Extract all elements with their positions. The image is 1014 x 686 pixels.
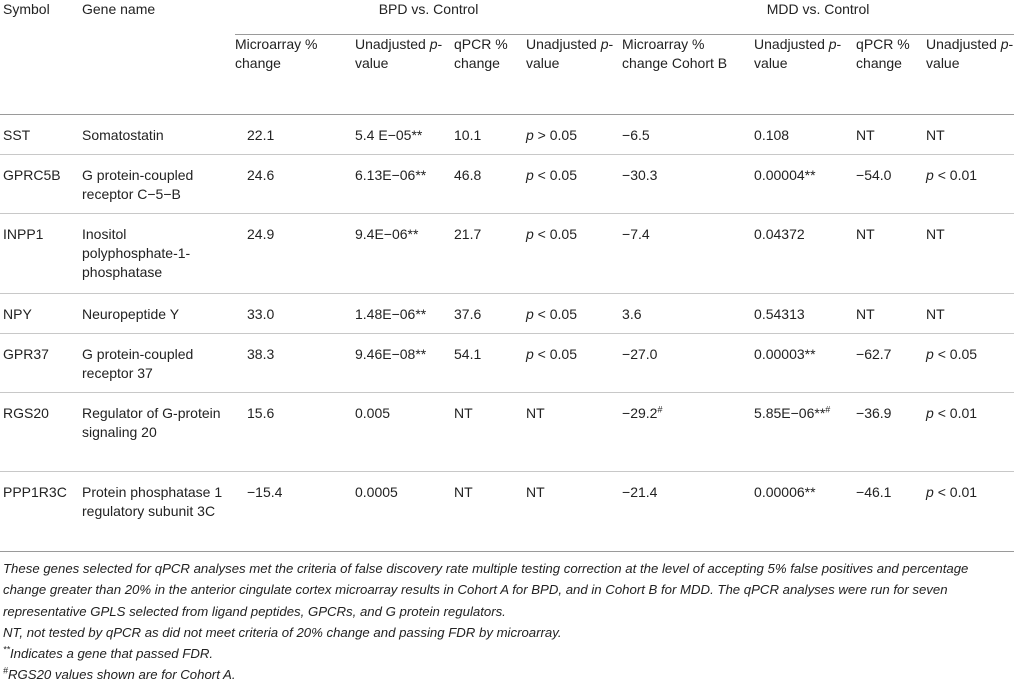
cell-bpd-pvalue: 0.0005 <box>355 471 454 551</box>
cell-bpd-microarray: 15.6 <box>235 392 355 471</box>
table-row <box>0 213 1014 293</box>
header-mdd-pvalue: Unadjusted p-value <box>754 34 856 114</box>
cell-mdd-qpcr-pvalue: NT <box>926 213 1014 293</box>
cell-bpd-qpcr-pvalue: p < 0.05 <box>526 154 622 213</box>
cell-symbol: INPP1 <box>0 213 82 293</box>
cell-bpd-qpcr: 37.6 <box>454 293 526 333</box>
header-bpd-qpcr: qPCR % change <box>454 34 526 114</box>
cell-bpd-qpcr-pvalue: p > 0.05 <box>526 114 622 154</box>
header-mdd-microarray: Microarray % change Cohort B <box>622 34 754 114</box>
cell-gene-name: G protein-coupled receptor 37 <box>82 333 235 392</box>
header-mdd-qpcr: qPCR % change <box>856 34 926 114</box>
cell-gene-name: Protein phosphatase 1 regulatory subunit 3C <box>82 471 235 551</box>
cell-gene-name: Inositol polyphosphate-1-phosphatase <box>82 213 235 293</box>
cell-gene-name: Regulator of G-protein signaling 20 <box>82 392 235 471</box>
header-bpd-qpcr-pvalue: Unadjusted p-value <box>526 34 622 114</box>
cell-mdd-qpcr-pvalue: NT <box>926 293 1014 333</box>
cell-symbol: RGS20 <box>0 392 82 471</box>
cell-bpd-microarray: 24.6 <box>235 154 355 213</box>
cell-gene-name: Somatostatin <box>82 114 235 154</box>
footnote-nt: NT, not tested by qPCR as did not meet criteria of 20% change and passing FDR by microarray. <box>3 624 562 640</box>
cell-mdd-pvalue: 0.108 <box>754 114 856 154</box>
cell-mdd-qpcr-pvalue: p < 0.01 <box>926 154 1014 213</box>
header-group-bpd: BPD vs. Control <box>235 0 622 34</box>
cell-bpd-pvalue: 6.13E−06** <box>355 154 454 213</box>
cell-bpd-qpcr: 46.8 <box>454 154 526 213</box>
header-bpd-microarray: Microarray % change <box>235 34 355 114</box>
header-blank <box>0 34 82 114</box>
cell-symbol: GPRC5B <box>0 154 82 213</box>
cell-mdd-pvalue: 0.54313 <box>754 293 856 333</box>
cell-mdd-qpcr-pvalue: p < 0.01 <box>926 392 1014 471</box>
cell-mdd-microarray: −6.5 <box>622 114 754 154</box>
cell-mdd-qpcr: −36.9 <box>856 392 926 471</box>
cell-bpd-qpcr: NT <box>454 471 526 551</box>
cell-mdd-pvalue: 0.00003** <box>754 333 856 392</box>
table-row <box>0 154 1014 213</box>
cell-symbol: PPP1R3C <box>0 471 82 551</box>
cell-bpd-qpcr-pvalue: NT <box>526 471 622 551</box>
cell-bpd-qpcr: 54.1 <box>454 333 526 392</box>
cell-bpd-microarray: 24.9 <box>235 213 355 293</box>
cell-bpd-qpcr-pvalue: p < 0.05 <box>526 293 622 333</box>
cell-mdd-microarray: 3.6 <box>622 293 754 333</box>
header-blank <box>82 34 235 114</box>
cell-mdd-qpcr-pvalue: NT <box>926 114 1014 154</box>
cell-mdd-qpcr-pvalue: p < 0.01 <box>926 471 1014 551</box>
cell-mdd-pvalue: 5.85E−06**# <box>754 392 856 471</box>
cell-mdd-qpcr: −54.0 <box>856 154 926 213</box>
cell-bpd-pvalue: 5.4 E−05** <box>355 114 454 154</box>
cell-mdd-microarray: −29.2# <box>622 392 754 471</box>
cell-mdd-qpcr: −46.1 <box>856 471 926 551</box>
cell-mdd-qpcr-pvalue: p < 0.05 <box>926 333 1014 392</box>
cell-bpd-qpcr: 10.1 <box>454 114 526 154</box>
cell-bpd-qpcr: 21.7 <box>454 213 526 293</box>
cell-bpd-pvalue: 0.005 <box>355 392 454 471</box>
cell-bpd-pvalue: 9.46E−08** <box>355 333 454 392</box>
cell-mdd-qpcr: −62.7 <box>856 333 926 392</box>
table-row <box>0 333 1014 392</box>
header-symbol: Symbol <box>3 1 50 17</box>
table-row <box>0 293 1014 333</box>
cell-bpd-qpcr-pvalue: NT <box>526 392 622 471</box>
cell-mdd-qpcr: NT <box>856 114 926 154</box>
header-gene-name: Gene name <box>82 1 156 17</box>
header-mdd-qpcr-pvalue: Unadjusted p-value <box>926 34 1014 114</box>
cell-mdd-qpcr: NT <box>856 213 926 293</box>
table-footnotes <box>3 558 1011 686</box>
footnote-fdr: **Indicates a gene that passed FDR. <box>3 644 214 662</box>
header-bpd-pvalue: Unadjusted p-value <box>355 34 454 114</box>
cell-mdd-pvalue: 0.00006** <box>754 471 856 551</box>
cell-mdd-pvalue: 0.04372 <box>754 213 856 293</box>
cell-gene-name: Neuropeptide Y <box>82 293 235 333</box>
cell-bpd-microarray: 33.0 <box>235 293 355 333</box>
cell-bpd-qpcr: NT <box>454 392 526 471</box>
cell-bpd-microarray: 38.3 <box>235 333 355 392</box>
cell-symbol: GPR37 <box>0 333 82 392</box>
table-row <box>0 471 1014 551</box>
cell-bpd-pvalue: 9.4E−06** <box>355 213 454 293</box>
cell-bpd-qpcr-pvalue: p < 0.05 <box>526 333 622 392</box>
cell-mdd-pvalue: 0.00004** <box>754 154 856 213</box>
table-body <box>0 114 1014 551</box>
header-sub-row <box>0 34 1014 114</box>
cell-mdd-microarray: −21.4 <box>622 471 754 551</box>
cell-bpd-microarray: −15.4 <box>235 471 355 551</box>
header-group-row <box>0 0 1014 34</box>
cell-symbol: NPY <box>0 293 82 333</box>
cell-bpd-pvalue: 1.48E−06** <box>355 293 454 333</box>
cell-symbol: SST <box>0 114 82 154</box>
cell-mdd-qpcr: NT <box>856 293 926 333</box>
footnote-rgs20: #RGS20 values shown are for Cohort A. <box>3 666 236 683</box>
footnote-criteria: These genes selected for qPCR analyses met the criteria of false discovery rate multiple testing correction at the level of accepting 5% false positives and percentage change greater than 20% in the anterior cingulate cortex microarray results in Cohort A for BPD, and in Cohort B for MDD. The qPCR analyses were run for seven representative GPLS selected from ligand peptides, GPCRs, and G protein regulators. <box>3 561 969 619</box>
table-row <box>0 114 1014 154</box>
cell-mdd-microarray: −27.0 <box>622 333 754 392</box>
cell-bpd-microarray: 22.1 <box>235 114 355 154</box>
header-group-mdd: MDD vs. Control <box>622 0 1014 34</box>
cell-gene-name: G protein-coupled receptor C−5−B <box>82 154 235 213</box>
table-row <box>0 392 1014 471</box>
cell-mdd-microarray: −7.4 <box>622 213 754 293</box>
cell-mdd-microarray: −30.3 <box>622 154 754 213</box>
cell-bpd-qpcr-pvalue: p < 0.05 <box>526 213 622 293</box>
